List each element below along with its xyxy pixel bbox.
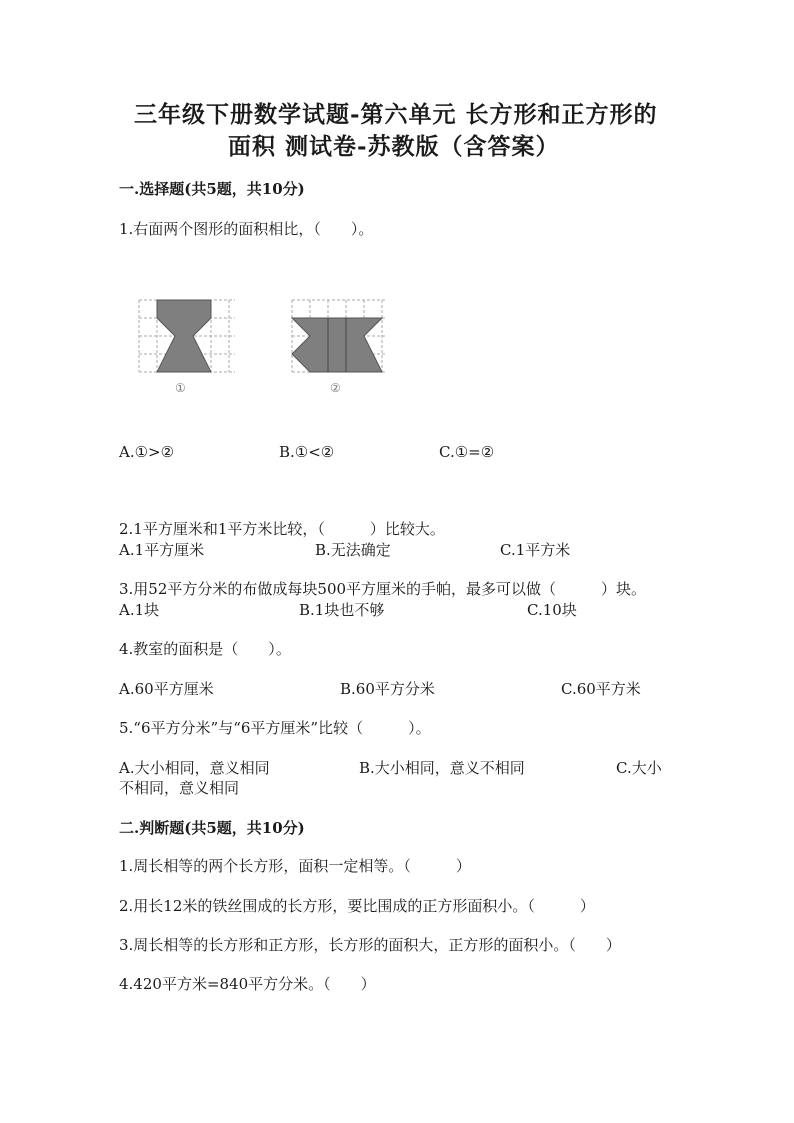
q2-option-c: C.1平方米 — [500, 541, 571, 559]
q1-option-b: B.①<② — [279, 443, 335, 461]
q5-option-c-continued: 不相同，意义相同 — [119, 779, 240, 797]
figure-1 — [137, 298, 237, 376]
q4-option-c: C.60平方米 — [561, 680, 641, 698]
judge-question-2: 2.用长12米的铁丝围成的长方形，要比围成的正方形面积小。（ ） — [119, 897, 595, 915]
question-1: 1.右面两个图形的面积相比，（ ）。 — [119, 220, 374, 238]
q5-option-a: A.大小相同，意义相同 — [119, 759, 270, 777]
judge-question-3: 3.周长相等的长方形和正方形，长方形的面积大，正方形的面积小。（ ） — [119, 936, 621, 954]
q1-option-a: A.①>② — [119, 443, 175, 461]
q4-option-b: B.60平方分米 — [340, 680, 435, 698]
figure-1-label: ① — [175, 381, 186, 395]
question-3: 3.用52平方分米的布做成每块500平方厘米的手帕，最多可以做（ ）块。 — [119, 580, 647, 598]
question-5: 5.“6平方分米”与“6平方厘米”比较（ ）。 — [119, 719, 431, 737]
q3-option-b: B.1块也不够 — [299, 601, 385, 619]
section2-heading: 二.判断题(共5题，共10分) — [119, 819, 305, 837]
figure-2-label: ② — [330, 381, 341, 395]
q5-option-b: B.大小相同，意义不相同 — [359, 759, 525, 777]
q4-option-a: A.60平方厘米 — [119, 680, 214, 698]
page-title-line2: 面积 测试卷-苏教版（含答案） — [228, 133, 560, 160]
q1-option-c: C.①=② — [439, 443, 495, 461]
q3-option-a: A.1块 — [119, 601, 160, 619]
q2-option-b: B.无法确定 — [315, 541, 391, 559]
question-4: 4.教室的面积是（ ）。 — [119, 640, 291, 658]
section1-heading: 一.选择题(共5题，共10分) — [119, 180, 305, 198]
question-2: 2.1平方厘米和1平方米比较，（ ）比较大。 — [119, 520, 445, 538]
q2-option-a: A.1平方厘米 — [119, 541, 205, 559]
figure-2 — [290, 298, 390, 376]
judge-question-1: 1.周长相等的两个长方形，面积一定相等。（ ） — [119, 857, 471, 875]
page-title-line1: 三年级下册数学试题-第六单元 长方形和正方形的 — [134, 101, 658, 128]
judge-question-4: 4.420平方米=840平方分米。（ ） — [119, 975, 376, 993]
q5-option-c: C.大小 — [616, 759, 662, 777]
q3-option-c: C.10块 — [527, 601, 577, 619]
